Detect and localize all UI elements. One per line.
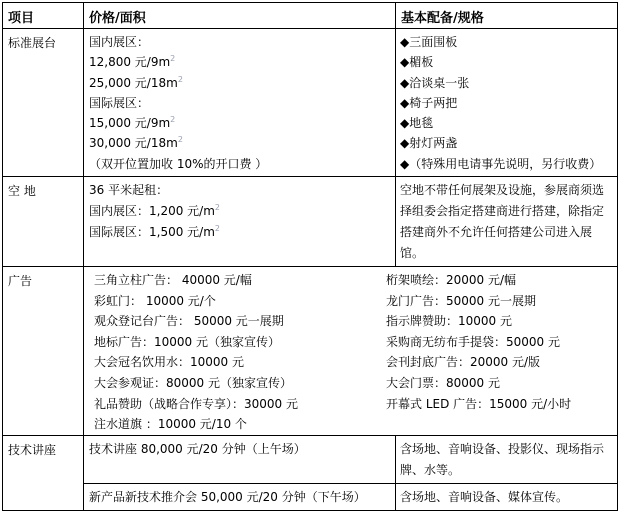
standard-booth-spec-cell <box>396 29 618 177</box>
header-spec: 基本配备/规格 <box>396 3 618 29</box>
ad-line: 礼品赞助（战略合作专享）：30000 元 <box>94 396 298 411</box>
ad-line: 开幕式 LED 广告：15000 元/小时 <box>386 396 572 411</box>
spec-line: ◆射灯两盏 <box>400 136 458 151</box>
price-line: 新产品新技术推介会 50,000 元/20 分钟（下午场） <box>89 489 366 504</box>
price-line: 36 平米起租： <box>89 183 169 198</box>
square-meter-sup: 2 <box>177 135 183 145</box>
price-line: 技术讲座 80,000 元/20 分钟（上午场） <box>89 441 306 456</box>
spec-line: ◆三面围板 <box>400 35 458 49</box>
price-line: 国内展区： <box>89 35 150 49</box>
table-header-row <box>3 3 618 29</box>
table-row-lecture-morning <box>3 435 618 483</box>
price-line: （双开位置加收 10%的开口费 ） <box>89 156 268 171</box>
price-line: 15,000 元$/9m^2$ <box>89 115 176 131</box>
advertising-merged-cell <box>84 267 618 436</box>
price-line: 12,800 元$/9m^2$ <box>89 54 176 70</box>
spec-line: ◆地毯 <box>400 116 434 131</box>
ad-line: 大会冠名饮用水：10000 元 <box>94 355 244 370</box>
open-space-spec-cell <box>396 177 618 267</box>
square-meter-sup: 2 <box>177 74 183 84</box>
row-label-advertising: 广告 <box>3 267 84 436</box>
header-item: 项目 <box>3 3 84 29</box>
ad-line: 观众登记台广告： 50000 元一展期 <box>94 314 284 329</box>
advertising-right-column <box>382 270 617 435</box>
price-line: 25,000 元$/18m^2$ <box>89 74 183 90</box>
ad-line: 地标广告：10000 元（独家宣传） <box>94 334 280 349</box>
spec-line: ◆（特殊用电请事先说明，另行收费） <box>400 156 602 171</box>
lecture-afternoon-price-cell <box>84 483 396 510</box>
header-price-area: 价格/面积 <box>84 3 396 29</box>
spec-line: ◆洽谈桌一张 <box>400 75 470 90</box>
ad-line: 采购商无纺布手提袋：50000 元 <box>386 334 560 349</box>
ad-line: 注水道旗 ：10000 元/10 个 <box>94 417 247 432</box>
row-label-lecture: 技术讲座 <box>3 435 84 510</box>
square-meter-sup: 2 <box>214 203 220 213</box>
ad-line: 指示牌赞助：10000 元 <box>386 314 512 329</box>
standard-booth-price-cell <box>84 29 396 177</box>
row-label-standard-booth: 标准展台 <box>3 29 84 177</box>
square-meter-sup: 2 <box>214 224 220 234</box>
spec-line: ◆楣板 <box>400 55 434 70</box>
ad-line: 大会参观证：80000 元（独家宣传） <box>94 376 292 391</box>
lecture-morning-price-cell <box>84 435 396 483</box>
open-space-price-cell <box>84 177 396 267</box>
price-table <box>2 2 618 511</box>
table-row-lecture-afternoon <box>3 483 618 510</box>
square-meter-sup: 2 <box>170 54 176 64</box>
advertising-left-column <box>84 270 382 435</box>
ad-line: 龙门广告：50000 元一展期 <box>386 293 536 308</box>
ad-line: 彩虹门： 10000 元/个 <box>94 293 216 308</box>
spec-text: 含场地、音响设备、媒体宣传。 <box>400 489 569 504</box>
table-row-standard-booth <box>3 29 618 177</box>
price-line: 国内展区：1,200 元$/m^2$ <box>89 203 220 219</box>
price-line: 国际展区：1,500 元$/m^2$ <box>89 224 220 240</box>
ad-line: 三角立柱广告： 40000 元/幅 <box>94 273 252 288</box>
ad-line: 桁架喷绘：20000 元/幅 <box>386 273 517 288</box>
price-line: 国际展区： <box>89 95 150 110</box>
ad-line: 会刊封底广告：20000 元/版 <box>386 355 541 370</box>
spec-text: 含场地、音响设备、投影仪、现场指示牌、水等。 <box>400 441 605 477</box>
table-row-open-space <box>3 177 618 267</box>
lecture-morning-spec-cell <box>396 435 618 483</box>
price-line: 30,000 元$/18m^2$ <box>89 135 183 151</box>
spec-line: ◆椅子两把 <box>400 95 458 110</box>
row-label-open-space: 空 地 <box>3 177 84 267</box>
spec-text: 空地不带任何展架及设施，参展商须选择组委会指定搭建商进行搭建，除指定搭建商外不允许任何搭建公司进入展馆。 <box>400 183 605 261</box>
lecture-afternoon-spec-cell <box>396 483 618 510</box>
ad-line: 大会门票：80000 元 <box>386 376 500 391</box>
square-meter-sup: 2 <box>170 115 176 125</box>
table-row-advertising <box>3 267 618 436</box>
